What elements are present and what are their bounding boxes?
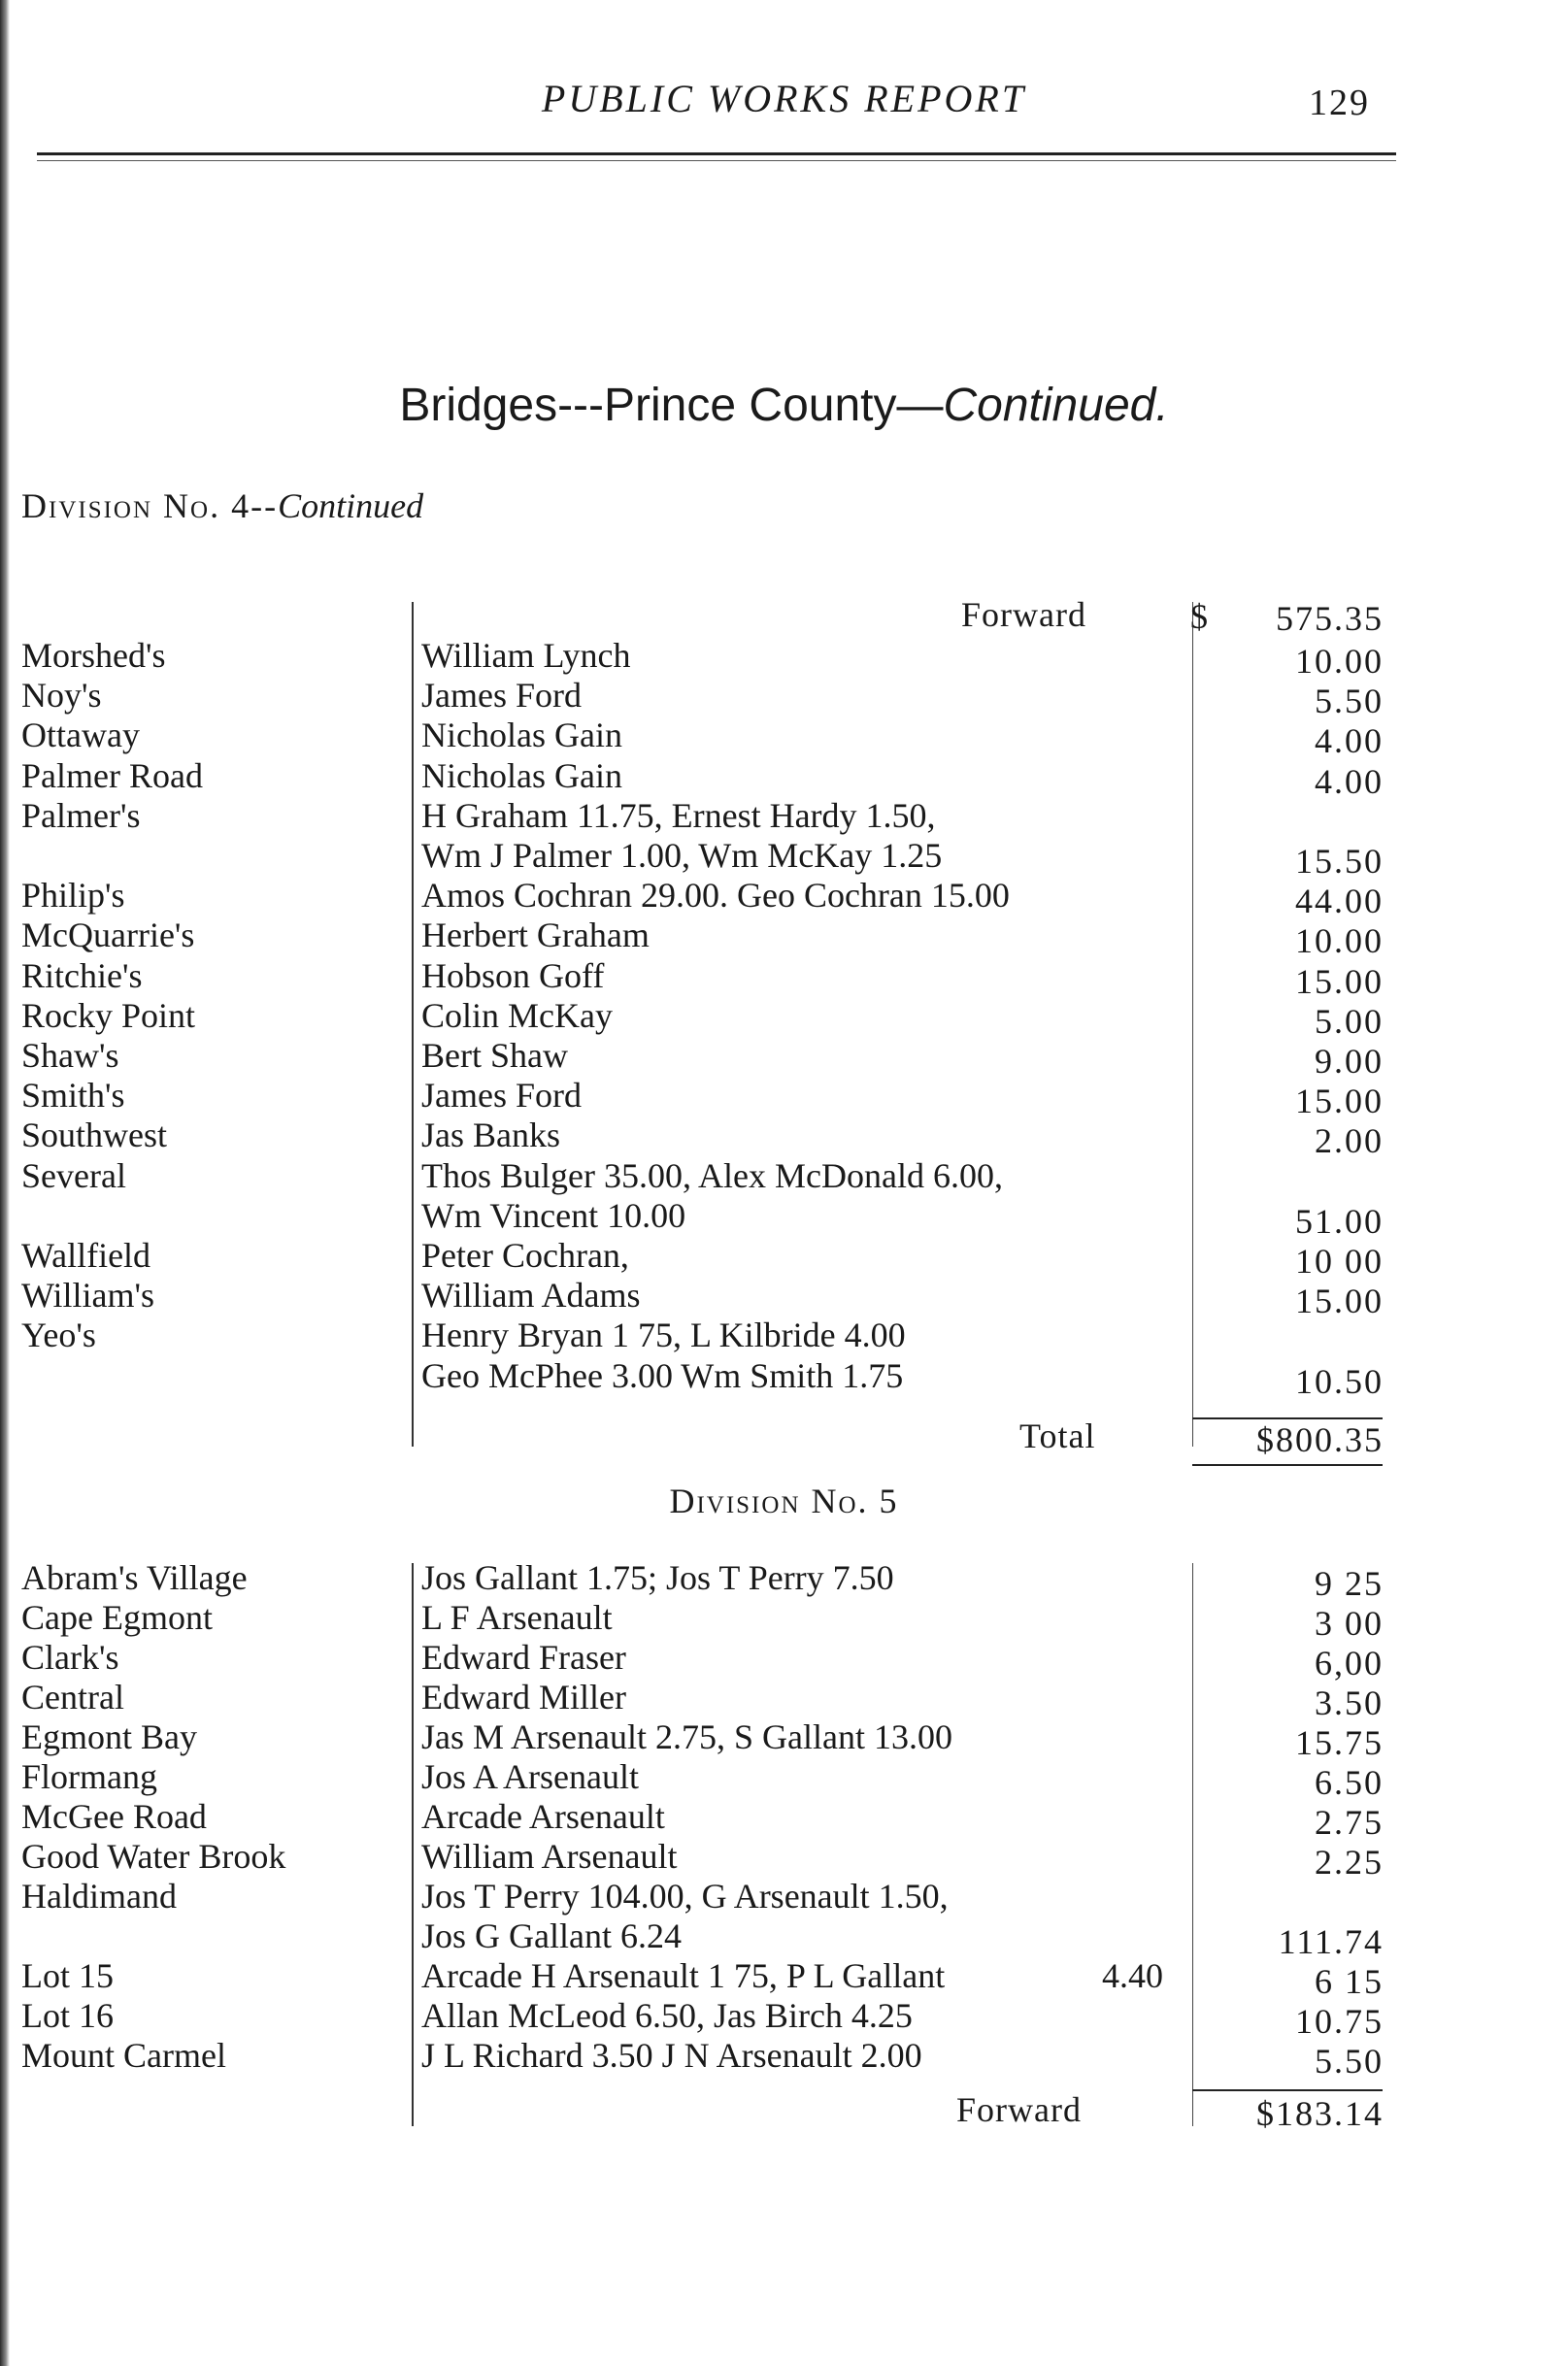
bridge-name: Smith's — [21, 1076, 125, 1116]
bridge-name: Good Water Brook — [21, 1837, 286, 1876]
amount: 15.00 — [1295, 1082, 1384, 1121]
bridge-name: Wallfield — [21, 1236, 151, 1275]
division-5-forward-amount: $183.14 — [1256, 2094, 1384, 2133]
amount: 51.00 — [1295, 1201, 1384, 1241]
payee: Edward Fraser — [421, 1638, 626, 1677]
amount: 3.50 — [1315, 1683, 1384, 1722]
bridge-name: Noy's — [21, 676, 102, 716]
bridge-name: Rocky Point — [21, 995, 196, 1035]
bridge-name: Philip's — [21, 876, 125, 916]
payee: Geo McPhee 3.00 Wm Smith 1.75 — [421, 1355, 904, 1395]
amount: 15.00 — [1295, 961, 1384, 1001]
division-4-label: Division No. 4-- — [21, 486, 279, 525]
amount: 6 15 — [1315, 1962, 1384, 2001]
payee: Henry Bryan 1 75, L Kilbride 4.00 — [421, 1316, 906, 1355]
payee: Wm Vincent 10.00 — [421, 1195, 686, 1235]
payee: William Lynch — [421, 636, 631, 675]
amount: 44.00 — [1295, 882, 1384, 921]
amount: 9 25 — [1315, 1564, 1384, 1603]
bridge-name: Cape Egmont — [21, 1598, 213, 1637]
payee: Arcade Arsenault — [421, 1797, 665, 1836]
payee: Nicholas Gain — [421, 755, 622, 795]
amount: 10.50 — [1295, 1361, 1384, 1401]
bridge-name: Lot 15 — [21, 1956, 114, 1995]
payee: Jos G Gallant 6.24 — [421, 1916, 682, 1955]
amount: 10 00 — [1295, 1242, 1384, 1281]
bridge-name: Southwest — [21, 1116, 168, 1155]
bridge-name: Morshed's — [21, 636, 166, 675]
payee: Colin McKay — [421, 995, 613, 1035]
amount: 5.50 — [1315, 682, 1384, 721]
division-4-forward-label: Forward — [961, 595, 1086, 634]
bridge-name: Lot 16 — [21, 1996, 114, 2035]
header-rule-thin — [37, 160, 1396, 161]
bridge-name: Mount Carmel — [21, 2036, 226, 2075]
amount: 5.00 — [1315, 1001, 1384, 1041]
extra-amount: 4.40 — [1102, 1956, 1163, 1995]
division-4-forward-dollar: $ — [1190, 597, 1208, 636]
amount: 4.00 — [1315, 761, 1384, 801]
bridge-name: Ottaway — [21, 716, 140, 755]
division-4-total-amount: $800.35 — [1256, 1420, 1384, 1459]
section-title — [0, 379, 1568, 432]
bridge-name: Ritchie's — [21, 955, 143, 995]
payee: Amos Cochran 29.00. Geo Cochran 15.00 — [421, 876, 1010, 916]
page-number: 129 — [1309, 83, 1370, 123]
payee: Jos A Arsenault — [421, 1757, 640, 1796]
amount: 111.74 — [1278, 1922, 1384, 1961]
page-binding-edge — [0, 0, 10, 2366]
amount: 10.00 — [1295, 642, 1384, 681]
section-title-continued: Continued. — [943, 380, 1169, 431]
running-head: PUBLIC WORKS REPORT — [541, 77, 1027, 120]
bridge-name: Clark's — [21, 1638, 119, 1677]
bridge-name: Haldimand — [21, 1877, 177, 1916]
division-4-total-underline — [1192, 1464, 1383, 1466]
payee: H Graham 11.75, Ernest Hardy 1.50, — [421, 795, 936, 835]
payee: Edward Miller — [421, 1678, 626, 1716]
amount: 15.50 — [1295, 842, 1384, 881]
amount: 4.00 — [1315, 721, 1384, 761]
division-4-continued: Continued — [278, 486, 424, 525]
amount: 2.00 — [1315, 1121, 1384, 1161]
bridge-name: Egmont Bay — [21, 1717, 197, 1756]
bridge-name: Several — [21, 1155, 126, 1195]
amount: 2.75 — [1315, 1803, 1384, 1842]
bridge-name: Shaw's — [21, 1036, 119, 1075]
amount: 2.25 — [1315, 1843, 1384, 1882]
amount: 3 00 — [1315, 1604, 1384, 1643]
payee: Jos Gallant 1.75; Jos T Perry 7.50 — [421, 1558, 894, 1597]
payee: James Ford — [421, 1076, 582, 1116]
division-4-forward-amount: 575.35 — [1276, 599, 1384, 638]
payee: William Adams — [421, 1276, 641, 1316]
payee: Arcade H Arsenault 1 75, P L Gallant — [421, 1956, 946, 1995]
bridge-name: Abram's Village — [21, 1558, 248, 1597]
payee: James Ford — [421, 676, 582, 716]
payee: Jos T Perry 104.00, G Arsenault 1.50, — [421, 1877, 949, 1916]
section-title-main: Bridges---Prince County— — [399, 380, 944, 431]
amount: 15.00 — [1295, 1282, 1384, 1321]
division-4-total-label: Total — [1019, 1416, 1096, 1455]
amount: 10.00 — [1295, 921, 1384, 961]
division-4-heading — [21, 485, 423, 526]
division-5-heading — [0, 1481, 1568, 1521]
division-4-column-rule — [412, 602, 414, 1447]
division-4-amount-rule — [1192, 602, 1193, 1447]
bridge-name: William's — [21, 1276, 155, 1316]
payee: Jas Banks — [421, 1116, 560, 1155]
bridge-name: McQuarrie's — [21, 916, 195, 955]
payee: Allan McLeod 6.50, Jas Birch 4.25 — [421, 1996, 913, 2035]
payee: Herbert Graham — [421, 916, 650, 955]
bridge-name: McGee Road — [21, 1797, 207, 1836]
amount: 9.00 — [1315, 1042, 1384, 1081]
amount: 6.50 — [1315, 1763, 1384, 1802]
payee: Wm J Palmer 1.00, Wm McKay 1.25 — [421, 836, 943, 875]
amount: 10.75 — [1295, 2002, 1384, 2041]
division-5-label: Division No. 5 — [669, 1482, 899, 1520]
division-5-sum-rule — [1192, 2089, 1383, 2091]
header-rule — [37, 152, 1396, 155]
bridge-name: Palmer Road — [21, 755, 203, 795]
payee: Nicholas Gain — [421, 716, 622, 755]
payee: J L Richard 3.50 J N Arsenault 2.00 — [421, 2036, 922, 2075]
payee: L F Arsenault — [421, 1598, 613, 1637]
bridge-name: Central — [21, 1678, 124, 1716]
payee: Hobson Goff — [421, 955, 605, 995]
payee: William Arsenault — [421, 1837, 678, 1876]
payee: Peter Cochran, — [421, 1236, 629, 1275]
amount: 15.75 — [1295, 1723, 1384, 1762]
amount: 6,00 — [1315, 1644, 1384, 1683]
payee: Thos Bulger 35.00, Alex McDonald 6.00, — [421, 1155, 1003, 1195]
division-5-forward-label: Forward — [956, 2090, 1082, 2129]
division-5-amount-rule — [1192, 1563, 1193, 2126]
amount: 5.50 — [1315, 2042, 1384, 2081]
payee: Jas M Arsenault 2.75, S Gallant 13.00 — [421, 1717, 952, 1756]
bridge-name: Flormang — [21, 1757, 157, 1796]
bridge-name: Yeo's — [21, 1316, 96, 1355]
division-5-column-rule — [412, 1563, 414, 2126]
bridge-name: Palmer's — [21, 795, 141, 835]
payee: Bert Shaw — [421, 1036, 568, 1075]
